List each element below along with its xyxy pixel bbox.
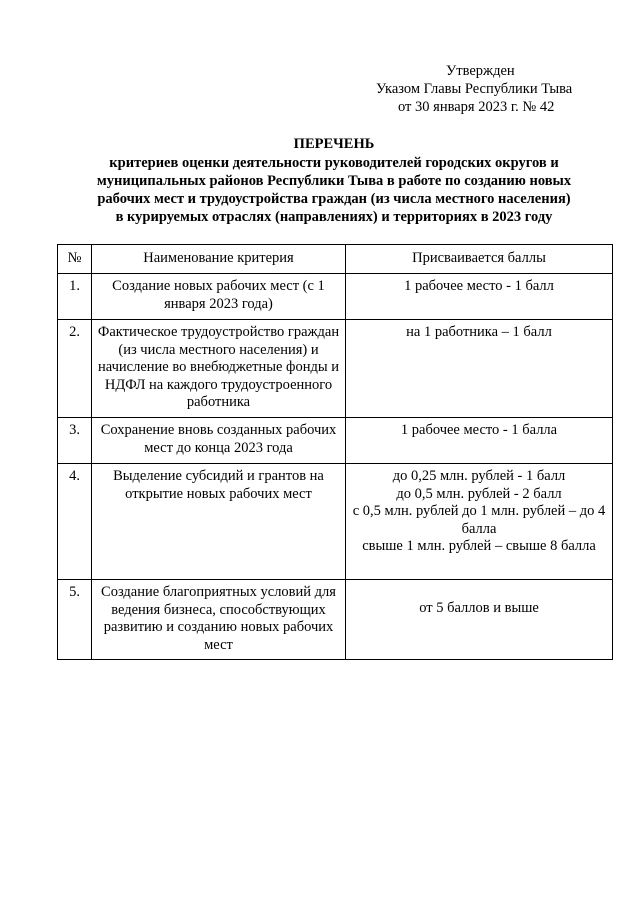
header-score: Присваивается баллы [346, 245, 613, 274]
criterion-name: Сохранение вновь созданных рабочих мест до конца 2023 года [92, 418, 346, 464]
row-number: 5. [58, 580, 92, 660]
criteria-table [57, 244, 613, 660]
document-title: ПЕРЕЧЕНЬ [293, 136, 375, 152]
row-number: 3. [58, 418, 92, 464]
table-row [58, 580, 613, 660]
approval-line-approved: Утвержден [446, 63, 515, 79]
criterion-name: Создание благоприятных условий для ведения бизнеса, способствующих развитию и созданию новых рабочих мест [92, 580, 346, 660]
score-line: на 1 работника – 1 балл [406, 324, 552, 340]
criterion-name: Создание новых рабочих мест (с 1 января 2023 года) [92, 274, 346, 320]
criterion-name: Выделение субсидий и грантов на открытие новых рабочих мест [92, 464, 346, 580]
document-heading [40, 135, 628, 226]
header-number: № [58, 245, 92, 274]
score-line: свыше 1 млн. рублей – свыше 8 балла [362, 538, 596, 554]
row-number: 4. [58, 464, 92, 580]
criterion-score [346, 274, 613, 320]
table-row [58, 274, 613, 320]
score-line: до 0,25 млн. рублей - 1 балл [392, 468, 566, 484]
score-line: от 5 баллов и выше [419, 600, 539, 616]
document-subtitle-line: муниципальных районов Республики Тыва в работе по созданию новых [96, 173, 572, 189]
table-header-row [58, 245, 613, 274]
document-subtitle-line: рабочих мест и трудоустройства граждан (из числа местного населения) [97, 191, 571, 207]
criterion-score [346, 418, 613, 464]
criterion-score [346, 580, 613, 660]
approval-block [360, 62, 592, 116]
criterion-name: Фактическое трудоустройство граждан (из числа местного населения) и начисление во внебюджетные фонды и НДФЛ на каждого трудоустроенного работника [92, 320, 346, 418]
score-line: 1 рабочее место - 1 балла [400, 422, 558, 438]
table-row [58, 464, 613, 580]
row-number: 1. [58, 274, 92, 320]
document-subtitle-line: в курируемых отраслях (направлениях) и территориях в 2023 году [115, 209, 553, 225]
criterion-score [346, 464, 613, 580]
table-row [58, 320, 613, 418]
score-line: с 0,5 млн. рублей до 1 млн. рублей – до 4 балла [352, 503, 606, 537]
score-line: 1 рабочее место - 1 балл [404, 278, 554, 294]
table-row [58, 418, 613, 464]
header-criterion-name: Наименование критерия [92, 245, 346, 274]
approval-line-decree: Указом Главы Республики Тыва [376, 81, 573, 97]
row-number: 2. [58, 320, 92, 418]
document-subtitle-line: критериев оценки деятельности руководителей городских округов и [109, 155, 559, 171]
criterion-score [346, 320, 613, 418]
approval-line-date: от 30 января 2023 г. № 42 [398, 99, 555, 115]
score-line: до 0,5 млн. рублей - 2 балл [396, 485, 562, 502]
